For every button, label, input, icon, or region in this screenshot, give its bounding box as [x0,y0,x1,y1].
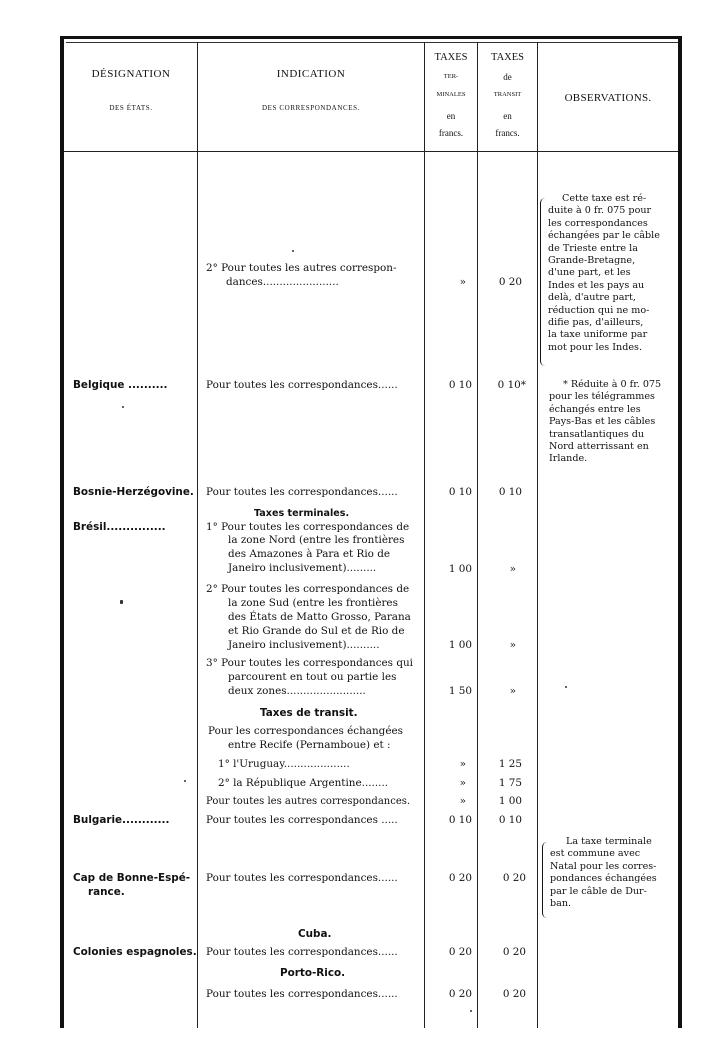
autres-transit-value: 0 20 [498,276,522,288]
header-taxes-terminales-2: TER- [443,73,459,80]
observation-cable [548,193,670,354]
print-speck [565,686,567,688]
bresil-argentine: 2° la République Argentine........ [218,777,389,789]
frame-left-rule [60,38,64,1028]
bresil-sud-term: 1 00 [448,639,472,651]
bosnie-term-value: 0 10 [448,486,472,498]
obs-belgique-line: échangés entre les [549,403,641,415]
header-indication: INDICATION [276,68,346,80]
porto-indication: Pour toutes les correspondances...... [206,988,398,1000]
observation-brace [540,198,545,366]
bresil-recife-line: entre Recife (Pernamboue) et : [228,739,391,751]
bresil-uruguay-term: » [459,758,466,770]
obs-cable-line: d'une part, et les [548,267,631,279]
header-taxes-terminales-5: francs. [438,128,464,138]
obs-belgique-line: Irlande. [549,453,588,465]
obs-cable-line: la taxe uniforme par [548,329,648,341]
bresil-deux-transit: » [509,685,516,697]
bresil-nord-line: la zone Nord (entre les frontières [228,534,405,546]
cuba-transit-value: 0 20 [502,946,526,958]
observation-natal [550,836,672,910]
print-speck [470,1010,472,1012]
belgique-indication: Pour toutes les correspondances...... [206,379,398,391]
obs-natal-line: La taxe terminale [566,836,652,847]
header-taxes-transit-3: TRANSIT [493,91,522,98]
bresil-nord-transit: » [509,563,516,575]
bresil-autres-term: » [459,795,466,807]
header-taxes-terminales-3: MINALES [436,91,466,98]
cuba-term-value: 0 20 [448,946,472,958]
bresil-deux-line: deux zones........................ [228,685,366,697]
bresil-sud-line: 2° Pour toutes les correspondances de [206,583,410,595]
cap-indication: Pour toutes les correspondances...... [206,872,398,884]
autres-indication-line2: dances....................... [226,276,339,288]
obs-belgique-line: Pays-Bas et les câbles [549,416,656,428]
state-bresil: Brésil............... [73,521,166,533]
frame-right-rule [678,38,682,1028]
bresil-recife-line: Pour les correspondances échangées [208,725,403,737]
bresil-uruguay-transit: 1 25 [498,758,522,770]
column-divider-3 [477,42,478,1028]
autres-indication-line1: 2° Pour toutes les autres correspon- [206,262,397,274]
state-colonies-espagnoles: Colonies espagnoles. [73,946,197,958]
header-observations: OBSERVATIONS. [564,92,652,104]
bresil-deux-line: 3° Pour toutes les correspondances qui [206,657,413,669]
bresil-nord-line: Janeiro inclusivement)......... [228,562,377,574]
obs-cable-line: réduction qui ne mo- [548,304,650,316]
cap-transit-value: 0 20 [502,872,526,884]
header-bottom-rule [64,151,678,152]
header-taxes-transit-5: francs. [495,128,520,138]
cap-term-value: 0 20 [448,872,472,884]
bulgarie-transit-value: 0 10 [498,814,522,826]
obs-cable-line: duite à 0 fr. 075 pour [548,205,652,217]
belgique-term-value: 0 10 [448,379,472,391]
column-divider-2 [424,42,425,1028]
bresil-uruguay: 1° l'Uruguay.................... [218,758,350,770]
header-indication-sub: DES CORRESPONDANCES. [262,104,360,112]
obs-cable-line: Cette taxe est ré- [562,193,647,204]
obs-cable-line: Indes et les pays au [548,279,645,291]
header-taxes-transit-4: en [503,111,512,121]
bresil-sud-line: Janeiro inclusivement).......... [228,639,380,651]
bulgarie-term-value: 0 10 [448,814,472,826]
bresil-nord-line: des Amazones à Para et Rio de [228,548,391,560]
porto-rico-heading: Porto-Rico. [280,967,346,979]
header-designation-sub: DES ÉTATS. [109,104,153,112]
print-speck [120,600,123,604]
state-belgique: Belgique .......... [73,379,168,391]
header-designation: DÉSIGNATION [91,68,171,80]
obs-belgique-line: transatlantiques du [549,428,645,440]
obs-cable-line: Grande-Bretagne, [548,255,636,267]
bresil-deux-line: parcourent en tout ou partie les [228,671,397,683]
obs-belgique-line: * Réduite à 0 fr. 075 [563,379,662,390]
cuba-indication: Pour toutes les correspondances...... [206,946,398,958]
frame-inner-rule [66,42,678,43]
bresil-transit-heading: Taxes de transit. [260,707,358,719]
column-divider-1 [197,42,198,1028]
header-taxes-terminales-4: en [446,111,456,121]
observation-belgique [549,379,670,466]
obs-belgique-line: Nord atterrissant en [549,441,649,453]
bresil-nord-line: 1° Pour toutes les correspondances de [206,521,410,533]
header-taxes-transit-1: TAXES [491,52,524,63]
cuba-heading: Cuba. [298,928,332,940]
bresil-sud-line: des États de Matto Grosso, Parana [228,611,411,623]
porto-transit-value: 0 20 [502,988,526,1000]
obs-cable-line: les correspondances [548,217,648,229]
obs-natal-line: ban. [550,898,572,910]
print-speck [122,406,124,408]
header-taxes-transit-2: de [503,72,512,82]
obs-cable-line: delà, d'autre part, [548,292,636,304]
belgique-transit-value: 0 10* [497,379,526,391]
print-speck [184,780,186,782]
obs-belgique-line: pour les télégrammes [549,391,655,403]
porto-term-value: 0 20 [448,988,472,1000]
bresil-argentine-term: » [459,777,466,789]
bresil-argentine-transit: 1 75 [498,777,522,789]
obs-cable-line: mot pour les Indes. [548,341,642,353]
frame-top-rule [60,36,682,39]
bosnie-transit-value: 0 10 [498,486,522,498]
obs-cable-line: de Trieste entre la [548,242,638,254]
obs-natal-line: pondances échangées [550,873,657,885]
bulgarie-indication: Pour toutes les correspondances ..... [206,814,398,826]
print-speck [292,250,294,252]
obs-cable-line: difie pas, d'ailleurs, [548,317,644,329]
bresil-sud-line: la zone Sud (entre les frontières [228,597,398,609]
header-taxes-terminales-1: TAXES [434,52,468,63]
state-bosnie-herzegovine: Bosnie-Herzégovine. [73,486,194,498]
autres-term-value: » [459,276,466,288]
bresil-terminales-heading: Taxes terminales. [254,508,350,519]
state-bulgarie: Bulgarie............ [73,814,170,826]
bresil-deux-term: 1 50 [448,685,472,697]
state-cap-bonne-esperance: Cap de Bonne-Espé- [73,872,191,884]
bosnie-indication: Pour toutes les correspondances...... [206,486,398,498]
bresil-sud-transit: » [509,639,516,651]
state-cap-bonne-esperance-2: rance. [88,886,125,898]
column-divider-4 [537,42,538,1028]
observation-brace-natal [542,842,547,918]
obs-natal-line: Natal pour les corres- [550,860,657,872]
bresil-sud-line: et Rio Grande do Sul et de Rio de [228,625,405,637]
bresil-autres: Pour toutes les autres correspondances. [206,796,411,807]
obs-natal-line: est commune avec [550,848,641,860]
bresil-nord-term: 1 00 [448,563,472,575]
obs-cable-line: échangées par le câble [548,230,660,242]
bresil-autres-transit: 1 00 [498,795,522,807]
obs-natal-line: par le câble de Dur- [550,885,647,897]
